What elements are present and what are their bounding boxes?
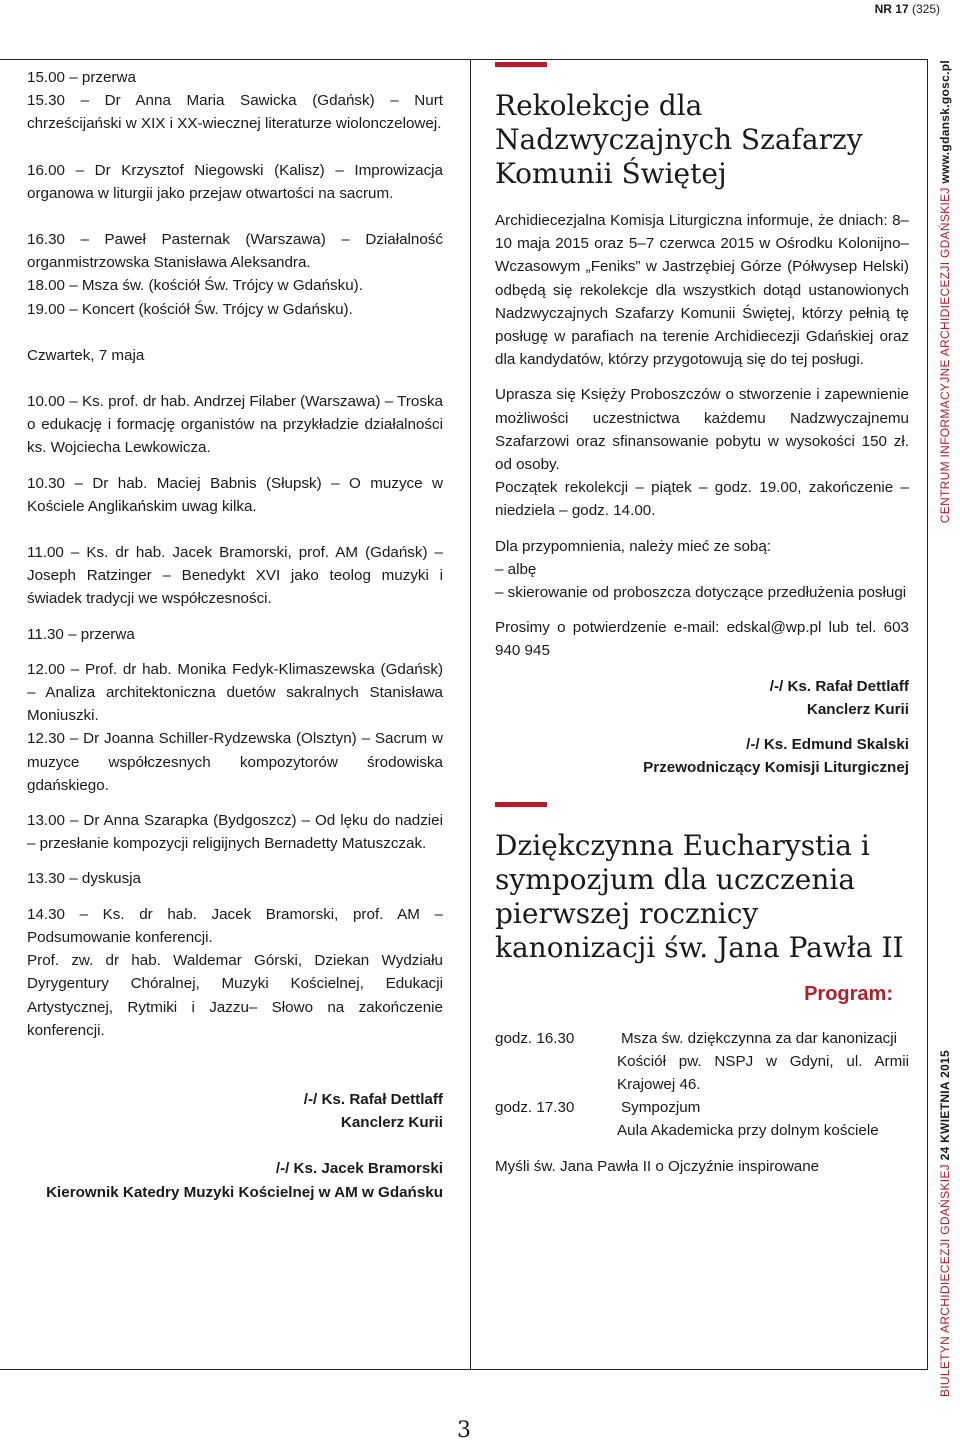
- signature-title: Kierownik Katedry Muzyki Kościelnej w AM w Gdańsku: [46, 1183, 443, 1201]
- issue-number: NR 17: [874, 2, 909, 16]
- schedule-time: godz. 16.30: [495, 1029, 575, 1047]
- article-paragraph: Dla przypomnienia, należy mieć ze sobą:: [495, 537, 772, 555]
- schedule-text: Kościół pw. NSPJ w Gdyni, ul. Armii Krajowej 46.: [617, 1052, 909, 1094]
- program-item: 16.30 – Paweł Pasternak (Warszawa) – Działalność organmistrzowska Stanisława Aleksandra.: [27, 231, 443, 272]
- article-paragraph: – skierowanie od proboszcza dotyczące przedłużenia posługi: [495, 584, 907, 602]
- program-item: 11.30 – przerwa: [27, 625, 135, 643]
- article-title: Rekolekcje dla Nadzwyczajnych Szafarzy Komunii Świętej: [495, 89, 863, 190]
- article-paragraph: Uprasza się Księży Proboszczów o stworzenie i zapewnienie możliwości uczestnictwa każdemu Nadzwyczajnemu Szafarzowi oraz sfinansowanie pobytu w wysokości 150 zł. od osoby.: [495, 386, 909, 474]
- signature-title: Kanclerz Kurii: [806, 700, 909, 718]
- section-marker: [495, 802, 547, 807]
- schedule-row: [495, 1027, 909, 1050]
- program-item: 14.30 – Ks. dr hab. Jacek Bramorski, prof. AM – Podsumowanie konferencji.: [27, 905, 443, 946]
- article-title: Dziękczynna Eucharystia i sympozjum dla uczczenia pierwszej rocznicy kanonizacji św. Jana Pawła II: [495, 829, 904, 965]
- program-item: 19.00 – Koncert (kościół Św. Trójcy w Gdańsku).: [27, 300, 353, 318]
- schedule-time: godz. 17.30: [495, 1099, 575, 1117]
- article-paragraph: Archidiecezjalna Komisja Liturgiczna informuje, że dniach: 8–10 maja 2015 oraz 5–7 czerwca 2015 w Ośrodku Kolonijno–Wczasowym „Feniks” w Jastrzębiej Górze (Półwysep Helski) odbędą się rekolekcje dla wszystkich dotąd ustanowionych Nadzwyczajnych Szafarzy Komunii Świętej, którzy pełnią tę posługę w parafiach na terenie Archidiecezji Gdańskiej oraz dla kandydatów, którzy przygotowują się do tej posługi.: [495, 212, 909, 369]
- column-divider: [470, 59, 471, 1370]
- sidebar-date: 24 KWIETNIA 2015: [938, 1050, 952, 1161]
- program-label: Program:: [804, 983, 893, 1006]
- article-paragraph: Początek rekolekcji – piątek – godz. 19.00, zakończenie – niedziela – godz. 14.00.: [495, 479, 909, 520]
- schedule-text: Aula Akademicka przy dolnym kościele: [617, 1122, 879, 1140]
- signature-name: /-/ Ks. Edmund Skalski: [746, 736, 909, 754]
- program-item: 13.00 – Dr Anna Szarapka (Bydgoszcz) – Od lęku do nadziei – przesłanie kompozycji religijnych Bernadetty Matuszczak.: [27, 812, 443, 853]
- section-marker: [495, 62, 547, 67]
- signature-name: /-/ Ks. Rafał Dettlaff: [769, 677, 909, 695]
- sidebar-url: www.gdansk.gosc.pl: [938, 60, 952, 184]
- program-item: 10.30 – Dr hab. Maciej Babnis (Słupsk) – O muzyce w Kościele Anglikańskim uwag kilka.: [27, 474, 443, 515]
- sidebar-label: CENTRUM INFORMACYJNE ARCHIDIECEZJI GDAŃSKIEJ: [938, 187, 952, 524]
- signature-name: /-/ Ks. Jacek Bramorski: [275, 1160, 443, 1178]
- program-item: 12.30 – Dr Joanna Schiller-Rydzewska (Olsztyn) – Sacrum w muzyce współczesnych kompozytorów środowiska gdańskiego.: [27, 730, 443, 794]
- issue-sub: (325): [911, 2, 940, 16]
- program-item: 12.00 – Prof. dr hab. Monika Fedyk-Klimaszewska (Gdańsk) – Analiza architektoniczna duetów sakralnych Stanisława Moniuszki.: [27, 660, 443, 725]
- signature-name: /-/ Ks. Rafał Dettlaff: [303, 1090, 443, 1108]
- program-item: 13.30 – dyskusja: [27, 870, 141, 888]
- program-item: 15.00 – przerwa: [27, 69, 136, 86]
- program-item: 16.00 – Dr Krzysztof Niegowski (Kalisz) – Improwizacja organowa w liturgii jako przejaw otwartości na sacrum.: [27, 161, 443, 202]
- article-paragraph: – albę: [495, 560, 537, 578]
- schedule-text: Sympozjum: [621, 1099, 701, 1117]
- program-item: 15.30 – Dr Anna Maria Sawicka (Gdańsk) – Nurt chrześcijański w XIX i XX-wiecznej literaturze wiolonczelowej.: [27, 92, 443, 133]
- program-item: Prof. zw. dr hab. Waldemar Górski, Dziekan Wydziału Dyrygentury Chóralnej, Muzyki Kościelnej, Edukacji Artystycznej, Rytmiki i Jazzu– Słowo na zakończenie konferencji.: [27, 952, 443, 1039]
- program-item: 11.00 – Ks. dr hab. Jacek Bramorski, prof. AM (Gdańsk) – Joseph Ratzinger – Benedykt XVI jako teolog muzyki i świadek tradycji we współczesności.: [27, 544, 443, 608]
- issue-header: [0, 2, 940, 16]
- signature-title: Kanclerz Kurii: [340, 1114, 443, 1132]
- contact-info: Prosimy o potwierdzenie e-mail: edskal@wp.pl lub tel. 603 940 945: [495, 619, 909, 660]
- program-item: 18.00 – Msza św. (kościół Św. Trójcy w Gdańsku).: [27, 277, 363, 295]
- schedule-text: Msza św. dziękczynna za dar kanonizacji: [621, 1029, 898, 1047]
- program-item: 10.00 – Ks. prof. dr hab. Andrzej Filaber (Warszawa) – Troska o edukację i formację organistów na przykładzie działalności ks. Wojciecha Lewkowicza.: [27, 393, 443, 457]
- signature-title: Przewodniczący Komisji Liturgicznej: [643, 759, 909, 777]
- sidebar-top: [938, 60, 952, 523]
- left-column: [27, 66, 443, 1204]
- sidebar-label: BIULETYN ARCHIDIECEZJI GDAŃSKIEJ: [938, 1164, 952, 1398]
- right-column: [495, 62, 909, 1178]
- article-paragraph: Myśli św. Jana Pawła II o Ojczyźnie inspirowane: [495, 1157, 820, 1175]
- page-number: 3: [457, 1418, 471, 1443]
- day-heading: Czwartek, 7 maja: [27, 346, 145, 364]
- schedule-row: [495, 1096, 909, 1119]
- sidebar-bottom: [938, 1050, 952, 1397]
